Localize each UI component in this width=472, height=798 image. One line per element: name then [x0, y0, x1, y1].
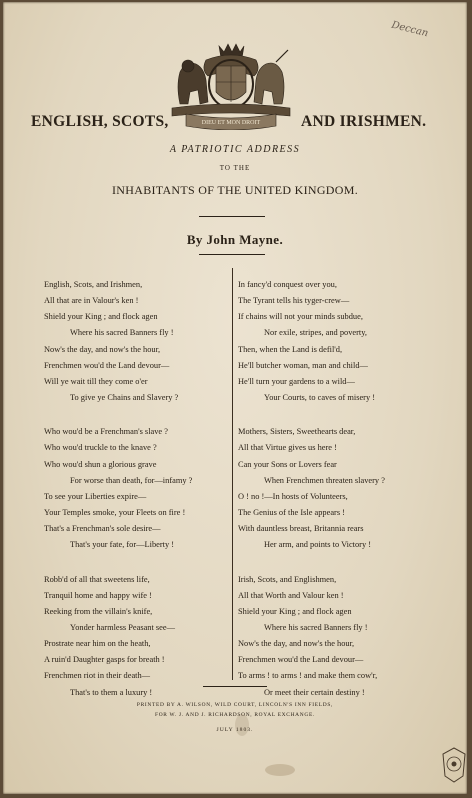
stanza: [44, 572, 244, 701]
verse-line: The Genius of the Isle appears !: [238, 508, 345, 518]
inhabitants-heading: INHABITANTS OF THE UNITED KINGDOM.: [112, 183, 358, 197]
verse-line: The Tyrant tells his tyger-crew—: [238, 296, 350, 306]
verse-line: Shield your King ; and flock agen: [238, 606, 352, 616]
to-the: TO THE: [219, 164, 251, 172]
verse-line: To give ye Chains and Slavery ?: [70, 393, 179, 403]
verse-line: If chains will not your minds subdue,: [238, 312, 363, 322]
verse-line: Frenchmen wou'd the Land devour—: [44, 360, 170, 370]
verse-line: Your Courts, to caves of misery !: [264, 393, 376, 403]
verse-line: He'll turn your gardens to a wild—: [238, 376, 355, 386]
divider-bottom: [199, 254, 265, 255]
publication-date: JULY 1803.: [216, 727, 254, 733]
royal-coat-of-arms-crest: [166, 42, 296, 130]
verse-line: O ! no !—In hosts of Volunteers,: [238, 491, 348, 501]
verse-line: For worse than death, for—infamy ?: [70, 475, 193, 485]
title-right: AND IRISHMEN.: [301, 113, 427, 130]
paper-stain: [235, 714, 249, 736]
title-left: ENGLISH, SCOTS,: [31, 113, 169, 130]
stanza: [238, 424, 438, 553]
verse-line: Reeking from the villain's knife,: [44, 606, 153, 616]
verse-line: Prostrate near him on the heath,: [44, 639, 151, 649]
verse-line: Who wou'd be a Frenchman's slave ?: [44, 427, 168, 437]
column-divider: [232, 268, 233, 680]
printer-imprint: PRINTED BY A. WILSON, WILD COURT, LINCOLN'S INN FIELDS,: [136, 702, 334, 708]
verse-line: All that Virtue gives us here !: [238, 443, 337, 453]
verse-line: All that are in Valour's ken !: [44, 296, 139, 306]
handwritten-note: Deccan: [390, 19, 430, 40]
verse-line: Who wou'd shun a glorious grave: [44, 459, 157, 469]
verse-line: Now's the day, and now's the hour,: [238, 639, 355, 649]
divider-top: [199, 216, 265, 217]
verse-line: English, Scots, and Irishmen,: [44, 280, 143, 289]
verse-line: Irish, Scots, and Englishmen,: [238, 574, 337, 584]
stanza: [44, 277, 244, 406]
footer-divider: [203, 686, 267, 687]
left-column: [44, 277, 244, 701]
verse-line: Mothers, Sisters, Sweethearts dear,: [238, 427, 356, 437]
verse-line: Where his sacred Banners fly !: [70, 328, 174, 338]
stanza: [238, 572, 438, 701]
paper-stain: [265, 764, 295, 776]
broadside-sheet: [3, 2, 467, 794]
verse-line: When Frenchmen threaten slavery ?: [264, 475, 385, 485]
verse-line: That's to them a luxury !: [70, 687, 153, 697]
author-byline: By John Mayne.: [186, 232, 284, 247]
verse-line: Then, when the Land is defil'd,: [238, 344, 343, 354]
stanza: [44, 424, 244, 553]
crest-motto: DIEU ET MON DROIT: [201, 120, 261, 126]
verse-line: Or meet their certain destiny !: [264, 687, 365, 697]
verse-line: Yonder harmless Peasant see—: [70, 622, 175, 632]
verse-line: Your Temples smoke, your Fleets on fire !: [44, 508, 186, 518]
verse-line: To arms ! to arms ! and make them cow'r,: [238, 671, 378, 681]
verse-line: Shield your King ; and flock agen: [44, 312, 158, 322]
verse-line: Frenchmen wou'd the Land devour—: [238, 655, 364, 665]
verse-line: That's your fate, for—Liberty !: [70, 540, 175, 550]
verse-line: A ruin'd Daughter gasps for breath !: [44, 655, 165, 665]
verse-line: Robb'd of all that sweetens life,: [44, 574, 150, 584]
verse-line: In fancy'd conquest over you,: [238, 280, 337, 289]
verse-line: Who wou'd truckle to the knave ?: [44, 443, 157, 453]
verse-line: Can your Sons or Lovers fear: [238, 459, 337, 469]
publisher-imprint: FOR W. J. AND J. RICHARDSON, ROYAL EXCHANGE.: [155, 712, 315, 718]
verse-line: Will ye wait till they come o'er: [44, 376, 148, 386]
library-stamp-icon: [441, 746, 467, 784]
stanza: [238, 277, 438, 406]
subtitle: A PATRIOTIC ADDRESS: [169, 144, 301, 155]
right-column: [238, 277, 438, 701]
verse-line: Frenchmen riot in their death—: [44, 671, 151, 681]
verse-line: Tranquil home and happy wife !: [44, 590, 152, 600]
verse-line: Her arm, and points to Victory !: [264, 540, 372, 550]
verse-line: To see your Liberties expire—: [44, 491, 147, 501]
verse-line: Where his sacred Banners fly !: [264, 622, 368, 632]
verse-line: He'll butcher woman, man and child—: [238, 360, 368, 370]
verse-line: That's a Frenchman's sole desire—: [44, 524, 161, 534]
verse-line: Nor exile, stripes, and poverty,: [264, 328, 367, 338]
verse-line: All that Worth and Valour ken !: [238, 590, 344, 600]
verse-line: Now's the day, and now's the hour,: [44, 344, 161, 354]
verse-line: With dauntless breast, Britannia rears: [238, 524, 364, 534]
